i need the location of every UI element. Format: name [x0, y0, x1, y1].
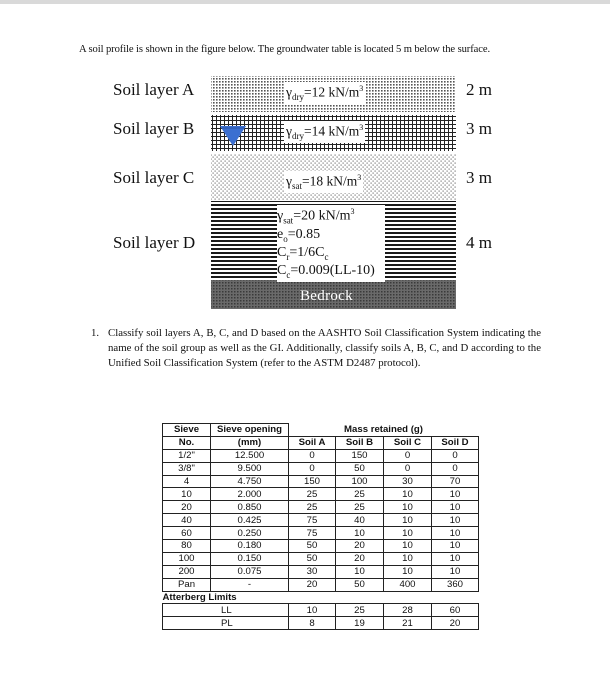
question-1 [91, 326, 541, 372]
cell-d: 10 [432, 514, 479, 527]
cell-d: 10 [432, 540, 479, 553]
cell-no: 4 [163, 475, 211, 488]
cell-b: 10 [336, 527, 384, 540]
cell-a: 150 [289, 475, 336, 488]
atterberg-cell-a: 8 [289, 617, 336, 630]
layer-c-thickness: 3 m [466, 168, 492, 187]
cell-no: Pan [163, 578, 211, 591]
header-no: No. [163, 436, 211, 449]
layer-c-unit-weight: $\gamma_{sat}=18$ $kN/m^3$ [286, 173, 362, 192]
cell-b: 20 [336, 552, 384, 565]
cell-b: 50 [336, 578, 384, 591]
table-row [163, 488, 479, 501]
cell-c: 0 [384, 449, 432, 462]
header-soil-a: Soil A [289, 436, 336, 449]
cell-b: 25 [336, 488, 384, 501]
layer-a-thickness: 2 m [466, 80, 492, 99]
layer-d-compression-index: $C_c=0.009(LL-10)$ [277, 263, 375, 281]
atterberg-cell-c: 21 [384, 617, 432, 630]
cell-b: 40 [336, 514, 384, 527]
atterberg-cell-d: 20 [432, 617, 479, 630]
cell-no: 100 [163, 552, 211, 565]
cell-mm: 0.150 [211, 552, 289, 565]
cell-c: 10 [384, 552, 432, 565]
layer-b-label: Soil layer B [113, 119, 195, 138]
header-soil-b: Soil B [336, 436, 384, 449]
layer-a-unit-weight: $\gamma_{dry}=12$ $kN/m^3$ [286, 84, 364, 103]
cell-mm: 12.500 [211, 449, 289, 462]
cell-d: 10 [432, 565, 479, 578]
atterberg-limits-label: Atterberg Limits [162, 592, 237, 604]
table-row [163, 462, 479, 475]
cell-mm: 9.500 [211, 462, 289, 475]
cell-a: 25 [289, 501, 336, 514]
cell-d: 70 [432, 475, 479, 488]
cell-c: 0 [384, 462, 432, 475]
header-soil-c: Soil C [384, 436, 432, 449]
cell-d: 0 [432, 462, 479, 475]
cell-c: 10 [384, 527, 432, 540]
bedrock-label: Bedrock [300, 288, 353, 304]
atterberg-cell-d: 60 [432, 604, 479, 617]
cell-no: 40 [163, 514, 211, 527]
cell-d: 10 [432, 527, 479, 540]
table-subheader-row [163, 436, 479, 449]
cell-no: 80 [163, 540, 211, 553]
cell-no: 1/2" [163, 449, 211, 462]
table-row [163, 565, 479, 578]
cell-mm: 0.075 [211, 565, 289, 578]
layer-c-label: Soil layer C [113, 168, 195, 187]
table-header-row [163, 424, 479, 437]
table-row [163, 514, 479, 527]
cell-d: 10 [432, 488, 479, 501]
cell-b: 10 [336, 565, 384, 578]
header-sieve: Sieve [163, 424, 211, 437]
header-soil-d: Soil D [432, 436, 479, 449]
table-row [163, 501, 479, 514]
cell-no: 10 [163, 488, 211, 501]
cell-no: 20 [163, 501, 211, 514]
cell-mm: 2.000 [211, 488, 289, 501]
cell-no: 60 [163, 527, 211, 540]
intro-text: A soil profile is shown in the figure below. The groundwater table is located 5 m below the surface. [79, 44, 490, 55]
table-row [163, 475, 479, 488]
atterberg-row [163, 617, 479, 630]
layer-a-label: Soil layer A [113, 80, 195, 99]
cell-b: 20 [336, 540, 384, 553]
table-row [163, 449, 479, 462]
layer-d-parameters [277, 205, 385, 282]
cell-mm: 0.180 [211, 540, 289, 553]
layer-d-void-ratio: $e_o=0.85$ [277, 226, 321, 244]
header-sieve-opening: Sieve opening [211, 424, 289, 437]
cell-a: 50 [289, 540, 336, 553]
layer-d-thickness: 4 m [466, 233, 492, 252]
atterberg-cell-a: 10 [289, 604, 336, 617]
atterberg-cell-b: 25 [336, 604, 384, 617]
cell-a: 0 [289, 462, 336, 475]
cell-a: 75 [289, 527, 336, 540]
cell-mm: 0.850 [211, 501, 289, 514]
layer-d-unit-weight: $\gamma_{sat}=20$ $kN/m^3$ [277, 207, 355, 226]
table-row [163, 578, 479, 591]
header-mm: (mm) [211, 436, 289, 449]
cell-c: 10 [384, 514, 432, 527]
atterberg-label-row [163, 591, 479, 604]
cell-b: 150 [336, 449, 384, 462]
layer-d-recompression-index: $C_r=1/6C_c$ [277, 245, 329, 262]
cell-d: 10 [432, 501, 479, 514]
cell-mm: 0.250 [211, 527, 289, 540]
cell-d: 360 [432, 578, 479, 591]
cell-mm: 4.750 [211, 475, 289, 488]
cell-b: 25 [336, 501, 384, 514]
cell-a: 0 [289, 449, 336, 462]
table-row [163, 540, 479, 553]
cell-b: 100 [336, 475, 384, 488]
cell-mm: 0.425 [211, 514, 289, 527]
cell-a: 50 [289, 552, 336, 565]
cell-c: 10 [384, 488, 432, 501]
table-row [163, 552, 479, 565]
cell-c: 30 [384, 475, 432, 488]
cell-c: 10 [384, 540, 432, 553]
cell-mm: - [211, 578, 289, 591]
atterberg-row [163, 604, 479, 617]
cell-no: 200 [163, 565, 211, 578]
cell-b: 50 [336, 462, 384, 475]
cell-no: 3/8" [163, 462, 211, 475]
cell-c: 10 [384, 501, 432, 514]
cell-c: 400 [384, 578, 432, 591]
cell-d: 0 [432, 449, 479, 462]
cell-a: 25 [289, 488, 336, 501]
atterberg-limit-name: PL [163, 617, 289, 630]
cell-d: 10 [432, 552, 479, 565]
layer-b-thickness: 3 m [466, 119, 492, 138]
table-row [163, 527, 479, 540]
layer-b-unit-weight: $\gamma_{dry}=14$ $kN/m^3$ [286, 123, 364, 142]
question-text: Classify soil layers A, B, C, and D based on the AASHTO Soil Classification System indicating the name of the soil group as well as the GI. Additionally, classify soils A, B, C, and D according to the Unified Soil Classification System (refer to the ASTM D2487 protocol). [108, 327, 541, 370]
question-number: 1. [91, 327, 100, 339]
layer-d-label: Soil layer D [113, 233, 196, 252]
sieve-analysis-table [162, 423, 479, 630]
cell-a: 20 [289, 578, 336, 591]
atterberg-cell-c: 28 [384, 604, 432, 617]
header-mass-retained: Mass retained (g) [344, 424, 423, 436]
cell-c: 10 [384, 565, 432, 578]
atterberg-limit-name: LL [163, 604, 289, 617]
cell-a: 30 [289, 565, 336, 578]
cell-a: 75 [289, 514, 336, 527]
atterberg-cell-b: 19 [336, 617, 384, 630]
